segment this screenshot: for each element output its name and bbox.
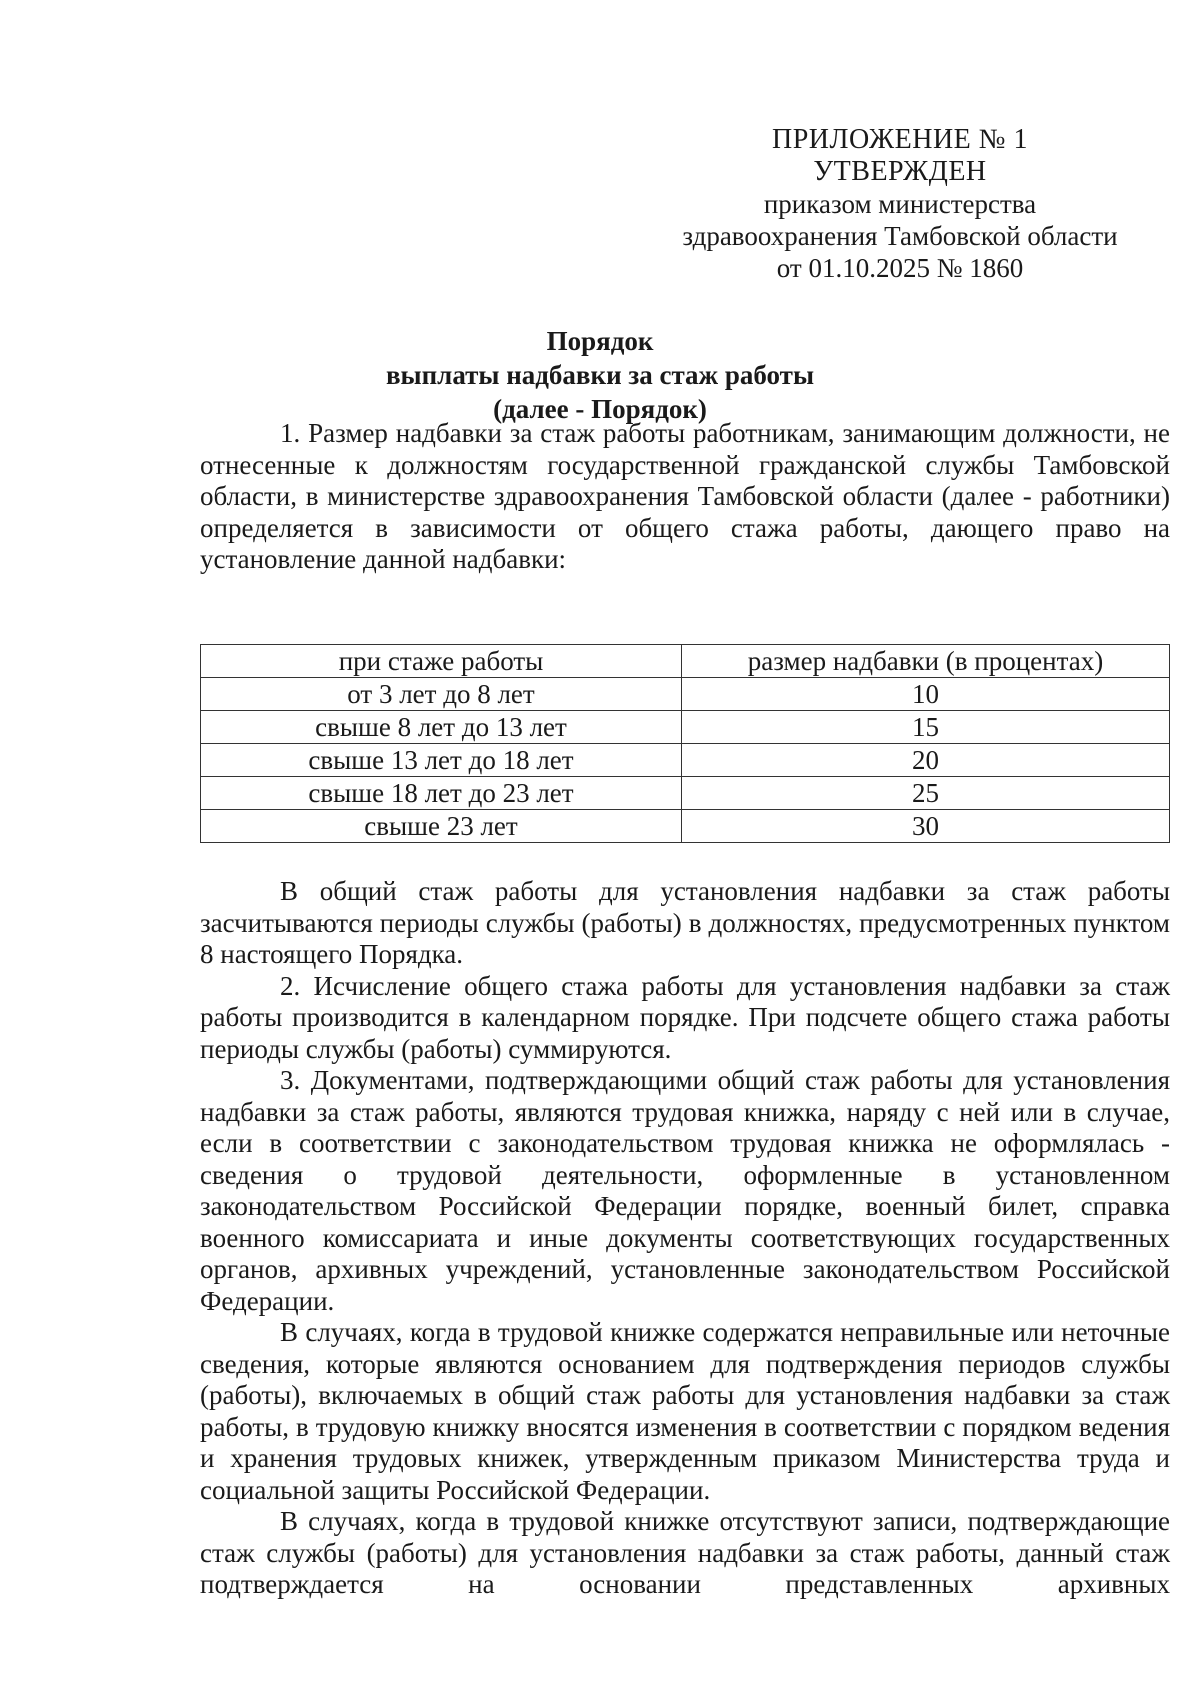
intro-section bbox=[200, 418, 1170, 576]
table-row bbox=[201, 744, 1170, 777]
column-header-rate: размер надбавки (в процентах) bbox=[682, 645, 1170, 678]
approved-label: УТВЕРЖДЕН bbox=[813, 156, 987, 187]
table-row bbox=[201, 711, 1170, 744]
rate-cell: 20 bbox=[682, 744, 1170, 777]
approval-date-line: от 01.10.2025 № 1860 bbox=[776, 253, 1024, 283]
table-row bbox=[201, 777, 1170, 810]
experience-cell: свыше 8 лет до 13 лет bbox=[201, 711, 682, 744]
rate-cell: 30 bbox=[682, 810, 1170, 843]
paragraph-2: 2. Исчисление общего стажа работы для установления надбавки за стаж работы производится в календарном порядке. При подсчете общего стажа работы периоды службы (работы) суммируются. bbox=[200, 970, 1170, 1064]
title-line-3: (далее - Порядок) bbox=[493, 394, 707, 424]
title-line-1: Порядок bbox=[546, 326, 654, 356]
rate-cell: 25 bbox=[682, 777, 1170, 810]
paragraph-incorrect-records: В случаях, когда в трудовой книжке содержатся неправильные или неточные сведения, которые являются основанием для подтверждения периодов службы (работы), включаемых в общий стаж работы для установления надбавки за стаж работы, в трудовую книжку вносятся изменения в соответствии с порядком ведения и хранения трудовых книжек, утвержденным приказом Министерства труда и социальной защиты Российской Федерации. bbox=[200, 1317, 1170, 1505]
bonus-rate-table bbox=[200, 644, 1170, 843]
rate-cell: 15 bbox=[682, 711, 1170, 744]
approval-order-line: приказом министерства bbox=[763, 189, 1037, 219]
rate-cell: 10 bbox=[682, 678, 1170, 711]
experience-cell: от 3 лет до 8 лет bbox=[201, 678, 682, 711]
table-header-row bbox=[201, 645, 1170, 678]
appendix-number: ПРИЛОЖЕНИЕ № 1 bbox=[772, 124, 1028, 155]
paragraph-service-periods: В общий стаж работы для установления надбавки за стаж работы засчитываются периоды службы (работы) в должностях, предусмотренных пунктом 8 настоящего Порядка. bbox=[200, 876, 1170, 969]
experience-cell: свыше 23 лет bbox=[201, 810, 682, 843]
approval-ministry-line: здравоохранения Тамбовской области bbox=[682, 221, 1118, 251]
experience-cell: свыше 13 лет до 18 лет bbox=[201, 744, 682, 777]
column-header-experience: при стаже работы bbox=[201, 645, 682, 678]
table-row bbox=[201, 810, 1170, 843]
approval-stamp-block bbox=[660, 124, 1140, 284]
main-text-section bbox=[200, 876, 1170, 1601]
experience-cell: свыше 18 лет до 23 лет bbox=[201, 777, 682, 810]
paragraph-3: 3. Документами, подтверждающими общий стаж работы для установления надбавки за стаж работы, являются трудовая книжка, наряду с ней или в случае, если в соответствии с законодательством трудовая книжка не оформлялась - сведения о трудовой деятельности, оформленные в установленном законодательством Российской Федерации порядке, военный билет, справка военного комиссариата и иные документы соответствующих государственных органов, архивных учреждений, установленные законодательством Российской Федерации. bbox=[200, 1065, 1170, 1316]
paragraph-1: 1. Размер надбавки за стаж работы работникам, занимающим должности, не отнесенные к должностям государственной гражданской службы Тамбовской области, в министерстве здравоохранения Тамбовской области (далее - работники) определяется в зависимости от общего стажа работы, дающего право на установление данной надбавки: bbox=[200, 418, 1170, 574]
title-line-2: выплаты надбавки за стаж работы bbox=[385, 360, 815, 390]
document-title bbox=[280, 324, 920, 426]
table-row bbox=[201, 678, 1170, 711]
paragraph-missing-records: В случаях, когда в трудовой книжке отсутствуют записи, подтверждающие стаж службы (работы) для установления надбавки за стаж работы, данный стаж подтверждается на основании представленных архивных bbox=[200, 1506, 1170, 1599]
